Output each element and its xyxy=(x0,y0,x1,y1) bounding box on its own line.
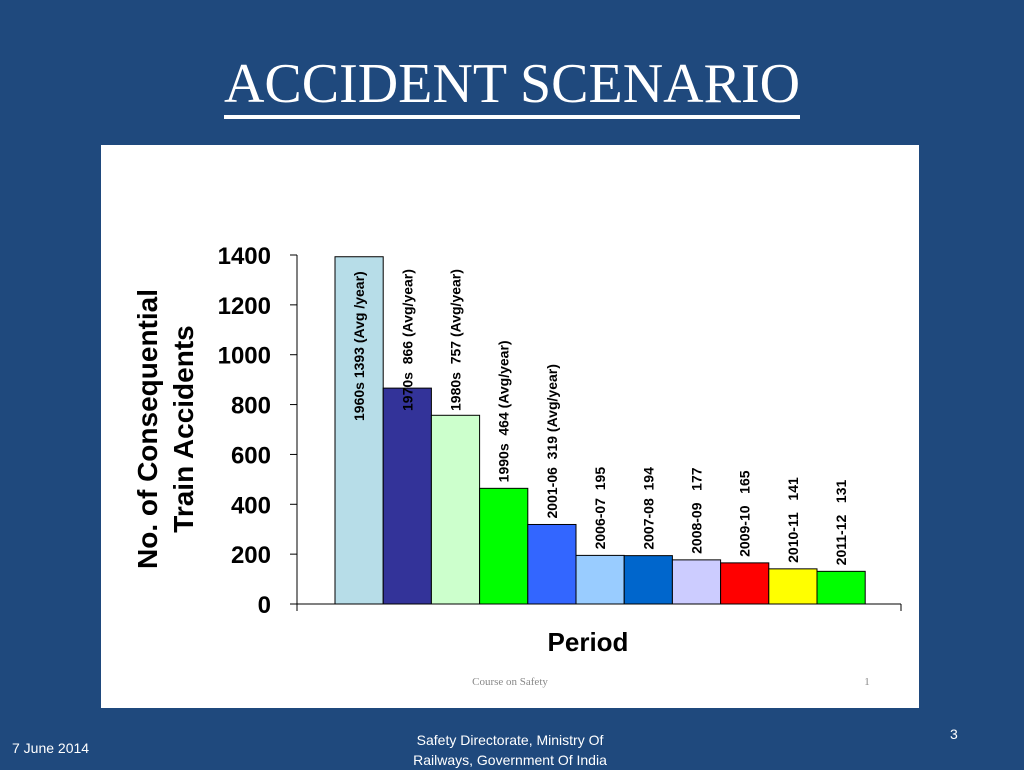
bar-2011-12 xyxy=(817,571,865,604)
slide-title-text: ACCIDENT SCENARIO xyxy=(224,53,800,119)
y-axis-label-line1: No. of Consequential xyxy=(132,289,163,569)
bar-1970s xyxy=(383,388,431,604)
bar-label-2009-10: 2009-10 165 xyxy=(736,470,753,557)
bar-2001-06 xyxy=(528,524,576,604)
bar-label-2007-08: 2007-08 194 xyxy=(640,467,657,550)
bar-label-2006-07: 2006-07 195 xyxy=(592,466,609,550)
bar-label-2001-06: 2001-06 319 (Avg/year) xyxy=(543,364,560,519)
bar-label-2010-11: 2010-11 141 xyxy=(784,477,801,563)
y-tick-label: 1000 xyxy=(217,342,271,370)
bar-label-1960s: 1960s 1393 (Avg /year) xyxy=(351,271,368,421)
bar-1980s xyxy=(431,415,479,604)
bar-label-2008-09: 2008-09 177 xyxy=(688,467,705,554)
y-tick-label: 0 xyxy=(257,592,271,619)
y-tick-label: 1400 xyxy=(217,243,271,270)
y-tick-label: 400 xyxy=(230,492,271,520)
footer-organization xyxy=(360,730,660,770)
footer-line-1: Safety Directorate, Ministry Of xyxy=(416,732,604,748)
y-tick-label: 600 xyxy=(230,442,271,470)
bar-2010-11 xyxy=(769,569,817,604)
chart-panel xyxy=(101,145,919,708)
chart-footer-left: Course on Safety xyxy=(472,676,548,688)
chart-footer-right: 1 xyxy=(864,676,870,688)
bar-label-1980s: 1980s 757 (Avg/year) xyxy=(447,269,464,411)
bar-label-2011-12: 2011-12 131 xyxy=(833,479,850,566)
bar-chart xyxy=(101,145,919,708)
y-tick-label: 1200 xyxy=(217,292,271,320)
y-tick-label: 800 xyxy=(230,392,271,420)
bar-label-1990s: 1990s 464 (Avg/year) xyxy=(495,340,512,483)
y-tick-label: 200 xyxy=(230,542,271,570)
x-axis-label: Period xyxy=(547,627,629,657)
y-axis-label-line2: Train Accidents xyxy=(168,325,199,533)
footer-date: 7 June 2014 xyxy=(12,740,90,756)
slide-title xyxy=(0,52,1024,116)
bar-label-1970s: 1970s 866 (Avg/year) xyxy=(399,269,416,411)
bar-1990s xyxy=(480,488,528,604)
bar-2007-08 xyxy=(624,556,672,604)
bar-2006-07 xyxy=(576,555,624,604)
bar-2008-09 xyxy=(672,560,720,604)
y-axis-ticks xyxy=(218,243,297,619)
bar-2009-10 xyxy=(721,563,769,604)
footer-line-2: Railways, Government Of India xyxy=(413,752,607,768)
page-number: 3 xyxy=(950,726,958,742)
